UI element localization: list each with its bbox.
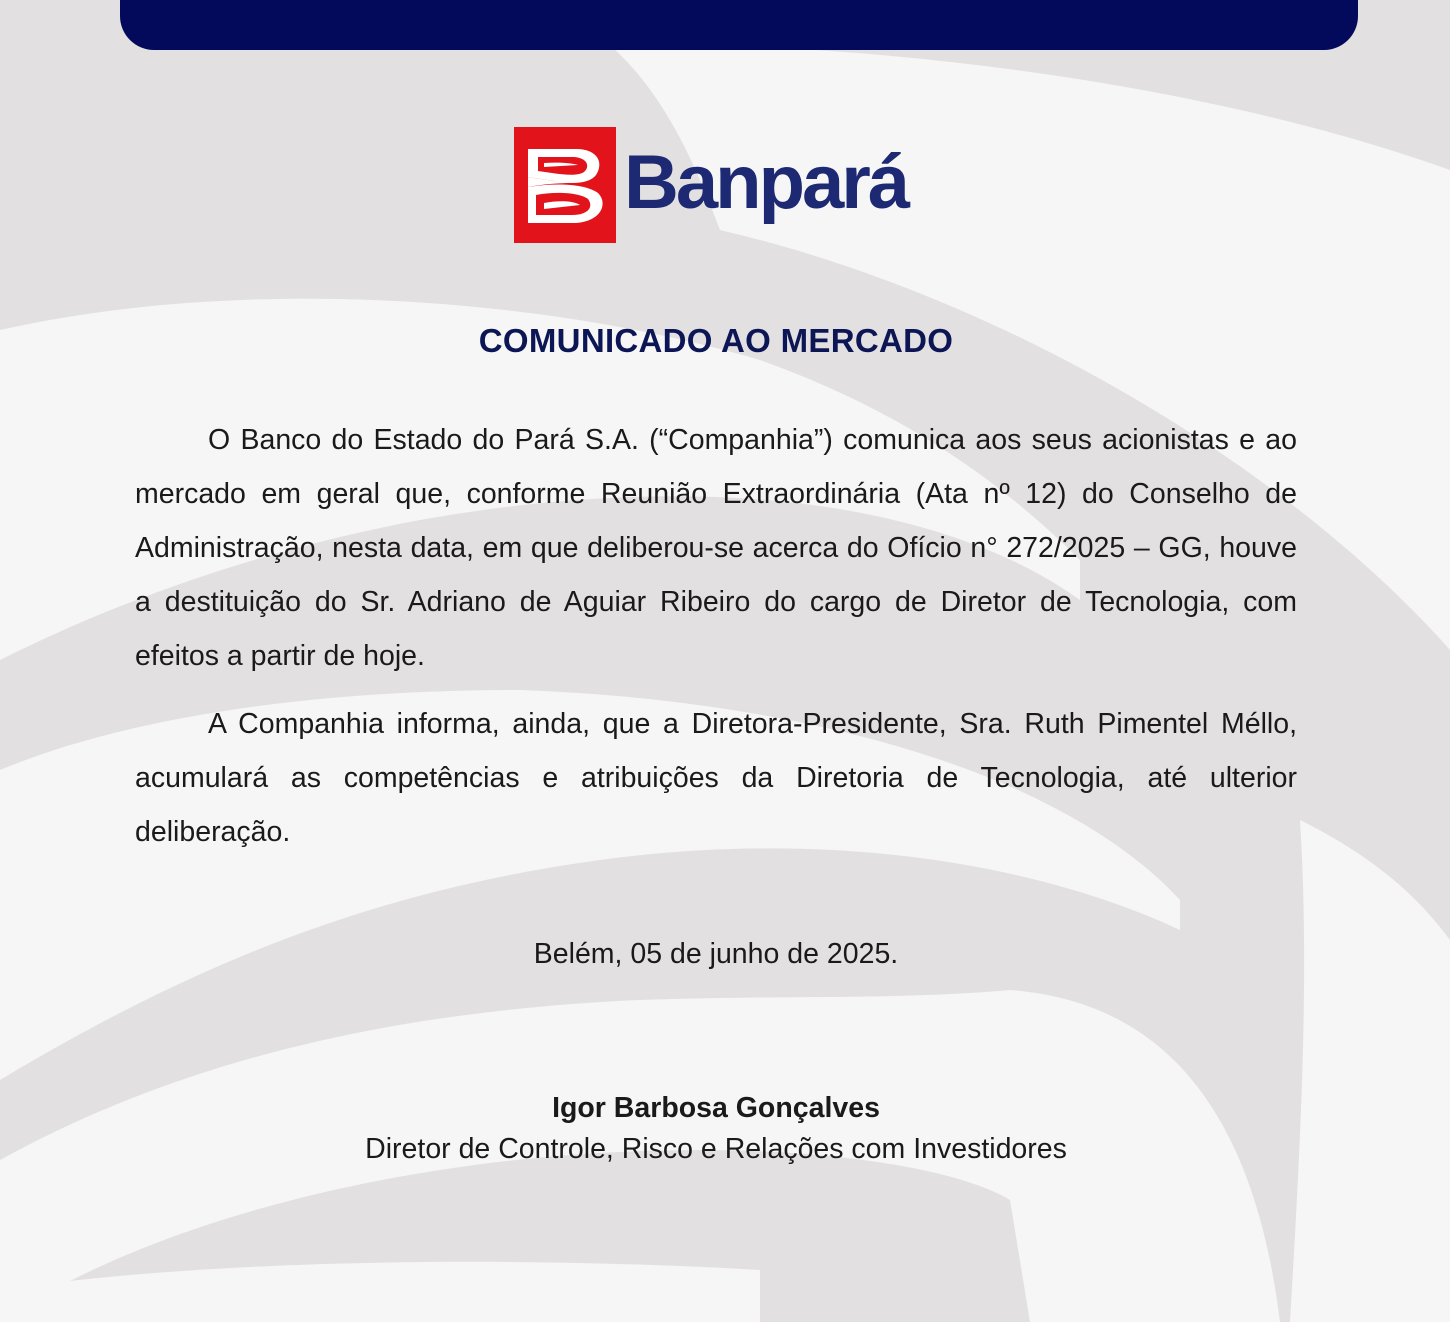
- banpara-logo-mark-icon: [514, 127, 616, 243]
- header-top-bar: [120, 0, 1358, 50]
- paragraph-1: O Banco do Estado do Pará S.A. (“Companhia”) comunica aos seus acionistas e ao mercado em geral que, conforme Reunião Extraordinária (Ata nº 12) do Conselho de Administração, nesta data, em que deliberou-se acerca do Ofício n° 272/2025 – GG, houve a destituição do Sr. Adriano de Aguiar Ribeiro do cargo de Diretor de Tecnologia, com efeitos a partir de hoje.: [135, 424, 1297, 672]
- signatory-name: Igor Barbosa Gonçalves: [552, 1092, 880, 1124]
- paragraph-2: A Companhia informa, ainda, que a Diretora-Presidente, Sra. Ruth Pimentel Méllo, acumulará as competências e atribuições da Diretoria de Tecnologia, até ulterior deliberação.: [135, 708, 1297, 848]
- signatory-role: Diretor de Controle, Risco e Relações com Investidores: [365, 1133, 1067, 1165]
- banpara-logo-wordmark: Banpará: [624, 140, 908, 225]
- banpara-logo: [514, 127, 924, 245]
- page-title: COMUNICADO AO MERCADO: [478, 322, 954, 359]
- date-line: Belém, 05 de junho de 2025.: [533, 938, 899, 970]
